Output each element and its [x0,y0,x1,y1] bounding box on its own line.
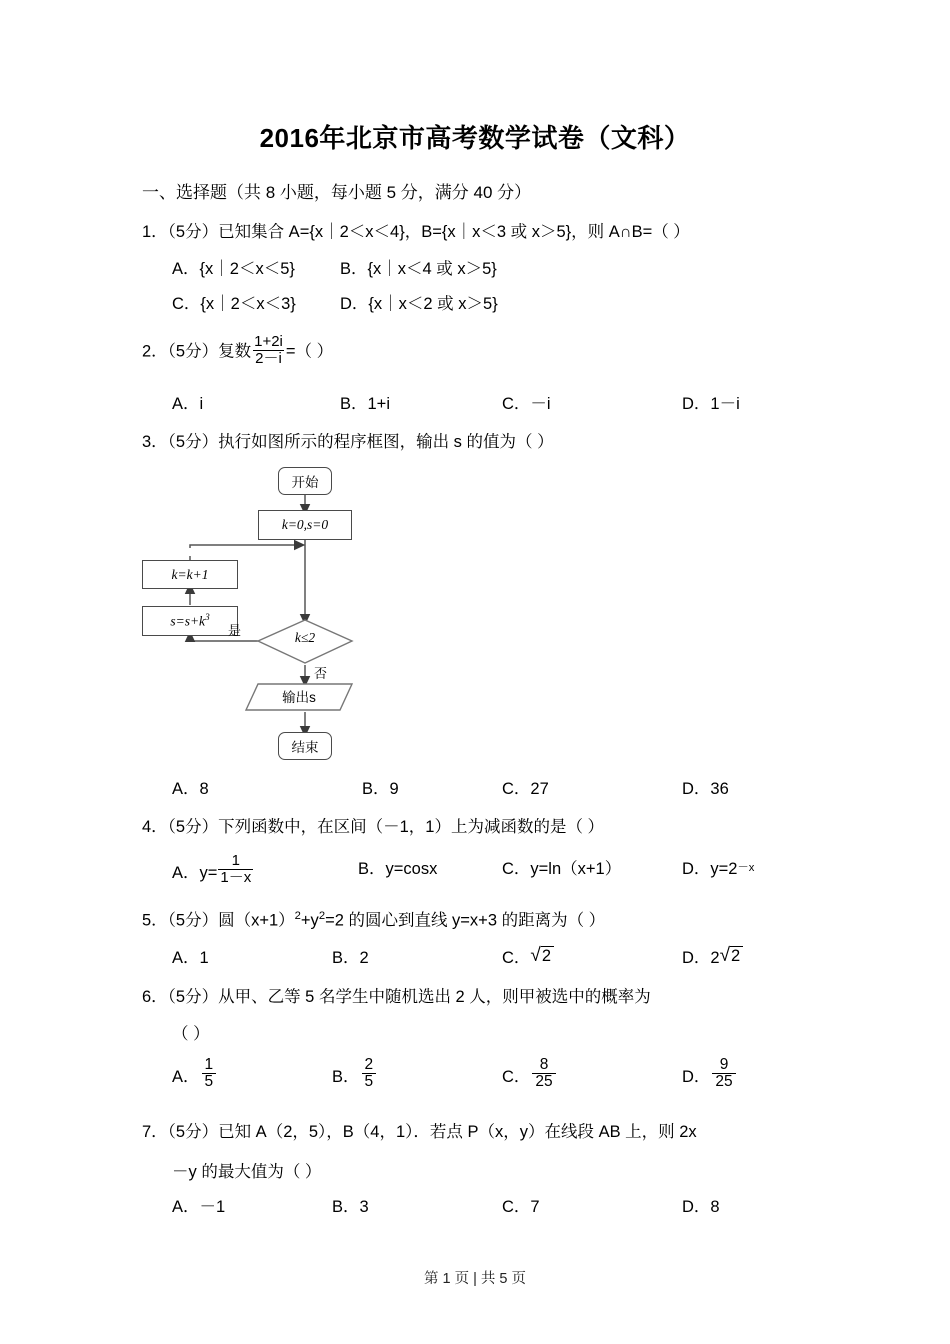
flow-start-node [278,467,332,495]
q7-option-d[interactable]: D．8 [682,1198,720,1216]
flow-yes-label: 是 [228,623,242,638]
q6-option-b-numerator: 2 [364,1056,374,1073]
page-title: 2016年北京市高考数学试卷（文科） [259,123,691,153]
q5-stem-part-c: =2 的圆心到直线 y=x+3 的距离为（ ） [325,911,606,930]
q5-option-d-radicand: 2 [730,946,743,965]
q6-option-a-numerator: 1 [204,1056,214,1073]
q2-fraction [252,334,285,367]
q6-option-a-prefix: A． [172,1067,200,1086]
q2-stem-prefix: 2．（5分）复数 [142,342,252,361]
radical-icon: √ [719,945,731,967]
page-footer: 第 1 页 | 共 5 页 [423,1271,527,1287]
q6-option-c-fraction [532,1057,555,1091]
q4-option-c[interactable]: C．y=ln（x+1） [502,860,622,878]
question-1-stem: 1．（5分）已知集合 A={x｜2＜x＜4}，B={x｜x＜3 或 x＞5}，则 A∩B=（ ） [142,223,690,241]
flow-accumulate-base: s=s+k [170,613,206,629]
flow-increment-label: k=k+1 [171,566,209,582]
q7-option-c[interactable]: C．7 [502,1198,540,1216]
q4-option-a[interactable] [172,852,254,888]
q5-option-c[interactable] [502,944,554,968]
q2-stem-suffix: =（ ） [285,342,334,361]
q5-stem-part-b: +y [300,911,319,930]
section-heading: 一、选择题（共 8 小题，每小题 5 分，满分 40 分） [142,183,532,202]
q6-option-b[interactable] [332,1058,378,1092]
flow-decision-label: k≤2 [294,630,316,645]
flow-accumulate-label [170,612,209,630]
q6-option-d-denominator: 25 [712,1073,735,1090]
q5-stem-part-a: 5．（5分）圆（x+1） [142,911,295,930]
flow-increment-node [142,560,238,589]
q4-option-d-exponent: －x [737,862,755,874]
q5-option-c-prefix: C． [502,949,531,967]
q6-option-b-denominator: 5 [362,1073,377,1090]
q1-option-c[interactable]: C．{x｜2＜x＜3} [172,295,296,313]
q6-option-a-denominator: 5 [202,1073,217,1090]
q5-option-d-sqrt [720,946,744,965]
q2-fraction-numerator: 1+2i [254,333,283,350]
q6-option-c-denominator: 25 [532,1073,555,1090]
q6-option-d-numerator: 9 [719,1056,729,1073]
flow-no-label: 否 [314,666,328,681]
flow-output-label: 输出s [282,690,316,705]
q5-option-a[interactable]: A．1 [172,949,209,967]
q6-option-c[interactable] [502,1058,558,1092]
q6-option-c-numerator: 8 [539,1056,549,1073]
q3-option-a[interactable]: A．8 [172,780,209,798]
question-6-stem-line-2: （ ） [172,1025,210,1043]
q5-option-b[interactable]: B．2 [332,949,369,967]
q5-option-c-sqrt [530,946,554,965]
q7-option-a[interactable]: A．－1 [172,1198,226,1216]
q2-option-a[interactable]: A．i [172,395,204,413]
q6-option-d[interactable] [682,1058,738,1092]
program-flowchart [130,460,430,770]
q3-option-d[interactable]: D．36 [682,780,729,798]
q4-option-d-base: D．y=2 [682,860,738,878]
q4-option-a-numerator: 1 [231,852,240,869]
q5-stem-sup-1: 2 [294,910,301,922]
q4-option-a-denominator: 1－x [220,868,252,886]
q6-option-d-fraction [712,1057,735,1091]
q5-option-d-prefix: D．2 [682,949,720,967]
question-2-stem [142,333,334,369]
flow-end-label: 结束 [291,740,319,755]
flow-init-label: k=0,s=0 [281,517,329,532]
q2-option-c[interactable]: C．－i [502,395,551,413]
q6-option-c-prefix: C． [502,1067,531,1086]
q7-option-b[interactable]: B．3 [332,1198,369,1216]
flow-start-label: 开始 [291,475,319,490]
flow-init-node [258,510,352,540]
question-6-stem-line-1: 6．（5分）从甲、乙等 5 名学生中随机选出 2 人，则甲被选中的概率为 [142,988,651,1006]
q6-option-d-prefix: D． [682,1067,711,1086]
flow-accumulate-node [142,606,238,636]
q4-option-a-fraction [218,853,253,886]
q6-option-b-prefix: B． [332,1067,360,1086]
q4-option-d[interactable] [682,855,754,879]
q1-option-a[interactable]: A．{x｜2＜x＜5} [172,260,295,278]
q4-option-b[interactable]: B．y=cosx [358,860,438,878]
flow-accumulate-exponent: 3 [205,612,210,623]
question-4-stem: 4．（5分）下列函数中，在区间（－1，1）上为减函数的是（ ） [142,818,605,836]
flow-end-node [278,732,332,760]
q6-option-a-fraction [202,1057,217,1091]
q5-stem-sup-2: 2 [318,910,326,922]
radical-icon: √ [530,945,541,967]
question-7-stem-line-2: －y 的最大值为（ ） [172,1163,322,1181]
q2-option-d[interactable]: D．1－i [682,395,740,413]
q3-option-c[interactable]: C．27 [502,780,549,798]
q1-option-d[interactable]: D．{x｜x＜2 或 x＞5} [340,295,498,313]
q5-option-d[interactable] [682,944,743,968]
question-3-stem: 3．（5分）执行如图所示的程序框图，输出 s 的值为（ ） [142,433,554,451]
q3-option-b[interactable]: B．9 [362,780,399,798]
q5-option-c-radicand: 2 [541,946,554,965]
q2-option-b[interactable]: B．1+i [340,395,390,413]
q2-fraction-denominator: 2－i [255,349,282,367]
q1-option-b[interactable]: B．{x｜x＜4 或 x＞5} [340,260,497,278]
q6-option-a[interactable] [172,1058,218,1092]
q6-option-b-fraction [362,1057,377,1091]
question-7-stem-line-1: 7．（5分）已知 A（2，5），B（4，1）．若点 P（x，y）在线段 AB 上，则 2x [142,1123,697,1141]
q4-option-a-prefix: A．y= [172,864,218,883]
question-5-stem [142,908,605,933]
